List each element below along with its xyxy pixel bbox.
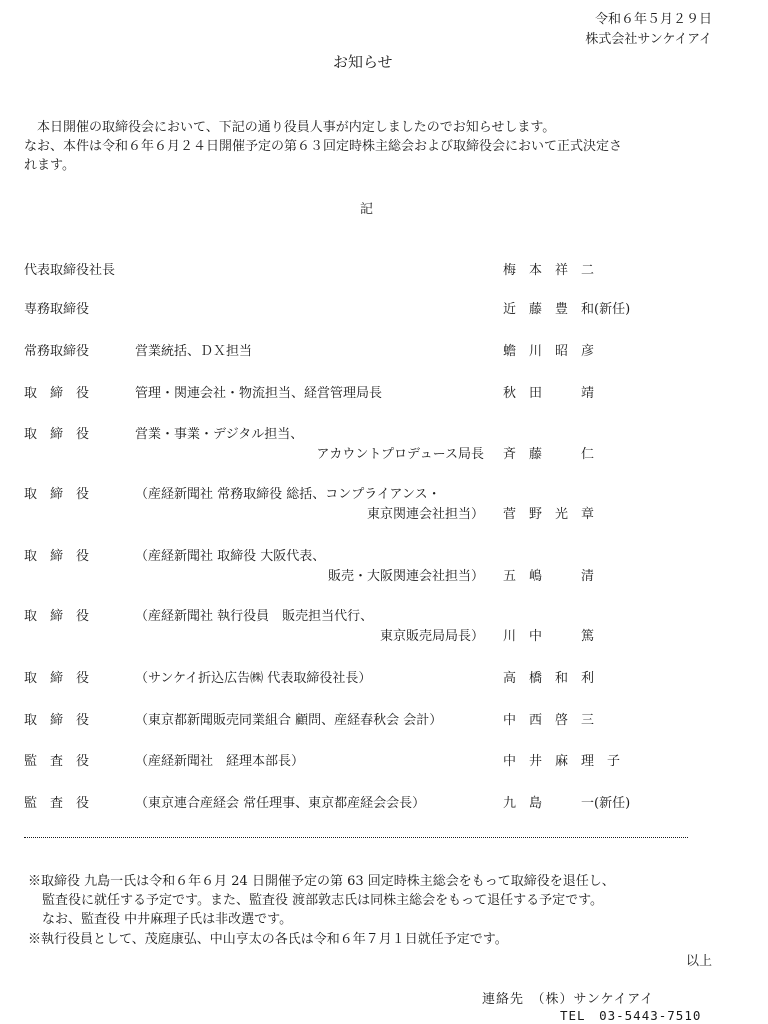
officer-row: [0, 709, 768, 729]
officer-duty: 営業・事業・デジタル担当、: [135, 427, 304, 442]
note-2: 監査役に就任する予定です。また、監査役 渡部敦志氏は同株主総会をもって退任する予定です。: [42, 893, 604, 908]
officer-row: [0, 340, 768, 360]
officer-row: [0, 792, 768, 812]
intro-line-1: 本日開催の取締役会において、下記の通り役員人事が内定しましたのでお知らせします。: [24, 120, 556, 135]
contact-label: 連絡先 （株）サンケイアイ: [482, 992, 655, 1007]
officer-position: 常務取締役: [24, 344, 90, 359]
officer-name: 梅 本 祥 二: [503, 263, 595, 278]
officer-row: [0, 545, 768, 585]
officer-duty: （産経新聞社 常務取締役 総括、コンプライアンス・: [135, 487, 441, 502]
note-3: なお、監査役 中井麻理子氏は非改選です。: [42, 912, 293, 927]
note-1: ※取締役 九島一氏は令和６年６月 24 日開催予定の第 63 回定時株主総会をもって取締役を退任し、: [28, 874, 615, 889]
officer-duty: （産経新聞社 取締役 大阪代表、: [135, 549, 326, 564]
officer-position: 監 査 役: [24, 796, 90, 811]
officer-row: [0, 423, 768, 463]
officer-name: 蟾 川 昭 彦: [503, 344, 595, 359]
officer-name: 川 中 篤: [503, 629, 595, 644]
intro-paragraph: [24, 118, 724, 175]
officer-name: 九 島 一(新任): [503, 796, 631, 811]
officer-duty-cont: アカウントプロデュース局長: [316, 447, 484, 462]
officer-position: 取 締 役: [24, 609, 90, 624]
page-title: お知らせ: [333, 53, 393, 71]
officer-duty: 管理・関連会社・物流担当、経営管理局長: [135, 386, 383, 401]
officer-name: 菅 野 光 章: [503, 507, 595, 522]
intro-line-3: れます。: [24, 158, 75, 173]
officer-name: 五 嶋 清: [503, 569, 595, 584]
officer-duty: （東京連合産経会 常任理事、東京都産経会会長）: [135, 796, 426, 811]
officer-duty: （東京都新聞販売同業組合 顧問、産経春秋会 会計）: [135, 713, 443, 728]
officer-duty-cont: 販売・大阪関連会社担当）: [327, 569, 484, 584]
officer-row: [0, 483, 768, 523]
officer-duty-cont: 東京販売局局長）: [379, 629, 484, 644]
note-4: ※執行役員として、茂庭康弘、中山亨太の各氏は令和６年７月１日就任予定です。: [28, 932, 508, 947]
officer-position: 取 締 役: [24, 713, 90, 728]
officer-position: 取 締 役: [24, 671, 90, 686]
officer-position: 取 締 役: [24, 386, 90, 401]
officer-row: [0, 750, 768, 770]
date: 令和６年５月２９日: [594, 12, 712, 27]
officer-duty: 営業統括、ＤＸ担当: [135, 344, 253, 359]
officer-row: [0, 259, 768, 279]
company-name: 株式会社サンケイアイ: [585, 32, 712, 47]
ki-heading: 記: [360, 202, 374, 217]
officer-name: 近 藤 豊 和(新任): [503, 302, 631, 317]
officer-duty: （サンケイ折込広告㈱ 代表取締役社長）: [135, 671, 372, 686]
intro-line-2: なお、本件は令和６年６月２４日開催予定の第６３回定時株主総会および取締役会において正式決定さ: [24, 139, 623, 154]
officer-position: 取 締 役: [24, 549, 90, 564]
ijo-closing: 以上: [685, 954, 712, 969]
officer-row: [0, 298, 768, 318]
officer-position: 取 締 役: [24, 487, 90, 502]
officer-duty-cont: 東京関連会社担当）: [366, 507, 484, 522]
officer-name: 中 井 麻 理 子: [503, 754, 621, 769]
officer-row: [0, 667, 768, 687]
officer-position: 取 締 役: [24, 427, 90, 442]
officer-row: [0, 382, 768, 402]
officer-row: [0, 605, 768, 645]
dotted-divider: [24, 837, 688, 838]
officer-duty: （産経新聞社 経理本部長）: [135, 754, 305, 769]
officer-position: 専務取締役: [24, 302, 90, 317]
officer-name: 秋 田 靖: [503, 386, 595, 401]
officer-duty: （産経新聞社 執行役員 販売担当代行、: [135, 609, 374, 624]
officer-name: 高 橋 和 利: [503, 671, 595, 686]
officer-name: 斉 藤 仁: [503, 447, 595, 462]
contact-tel: TEL 03-5443-7510: [560, 1008, 702, 1023]
officer-name: 中 西 啓 三: [503, 713, 595, 728]
officer-position: 監 査 役: [24, 754, 90, 769]
officer-position: 代表取締役社長: [24, 263, 116, 278]
